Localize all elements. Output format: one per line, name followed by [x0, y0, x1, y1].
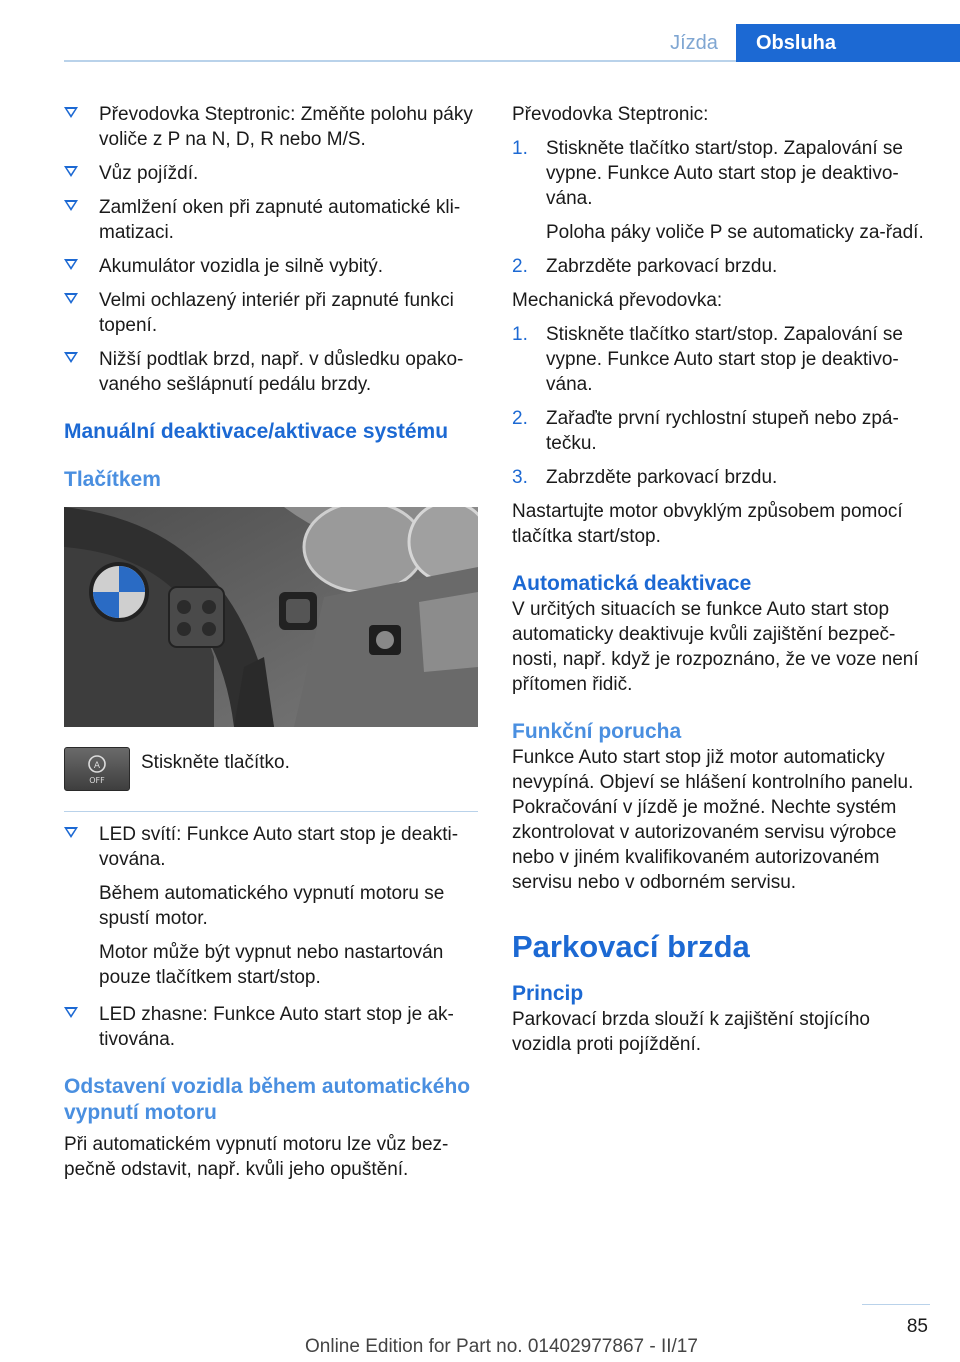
footer-rule: [862, 1304, 930, 1305]
bullet-triangle-icon: [64, 293, 78, 304]
auto-start-stop-glyph: [65, 748, 129, 790]
step-subtext: Poloha páky voliče P se automaticky za‐řadí.: [546, 222, 924, 243]
paragraph: Při automatickém vypnutí motoru lze vůz bez‐pečně odstavit, např. kvůli jeho opuštění.: [64, 1134, 449, 1180]
numbered-step: 3. Zabrzděte parkovací brzdu.: [512, 467, 778, 488]
dashboard-illustration: [64, 507, 478, 727]
left-column: [64, 102, 478, 1191]
list-item: Převodovka Steptronic: Změňte polohu páky voliče z P na N, D, R nebo M/S.: [64, 102, 478, 152]
paragraph: Funkce Auto start stop již motor automaticky nevypíná. Objeví se hlášení kontrolního panelu. Pokračování v jízdě je možné. Nechte systém zkontrolovat v autorizovaném servisu výrobce nebo v jiném kvalifikovaném autorizovaném servisu nebo v odborném servisu.: [512, 747, 914, 893]
paragraph: V určitých situacích se funkce Auto start stop automaticky deaktivuje kvůli zajištění bezpeč‐nosti, např. když je rozpoznáno, že ve voze není přítomen řidič.: [512, 599, 919, 695]
numbered-step: 2. Zabrzděte parkovací brzdu.: [512, 256, 778, 277]
label-steptronic: Převodovka Steptronic:: [512, 104, 709, 125]
heading-parking-brake: Parkovací brzda: [512, 929, 750, 964]
bullet-triangle-icon: [64, 1007, 78, 1018]
list-item: Nižší podtlak brzd, např. v důsledku opako‐vaného sešlápnutí pedálu brzdy.: [64, 347, 478, 397]
list-item: Vůz pojíždí.: [64, 161, 478, 186]
list-item: Zamlžení oken při zapnuté automatické kli‐matizaci.: [64, 195, 478, 245]
list-item: LED svítí: Funkce Auto start stop je deakti‐vována.: [64, 822, 478, 872]
list-item: LED zhasne: Funkce Auto start stop je ak‐tivována.: [64, 1002, 478, 1052]
bullet-triangle-icon: [64, 166, 78, 177]
button-caption: Stiskněte tlačítko.: [141, 752, 290, 773]
heading-parking-during-stop: Odstavení vozidla během automatického vypnutí motoru: [64, 1075, 471, 1124]
numbered-step: 1. Stiskněte tlačítko start/stop. Zapalování se vypne. Funkce Auto start stop je deaktivo‐vána.: [512, 138, 903, 209]
auto-start-stop-button-icon: [64, 747, 130, 791]
bullet-triangle-icon: [64, 827, 78, 838]
heading-malfunction: Funkční porucha: [512, 720, 682, 743]
numbered-step: 2. Zařaďte první rychlostní stupeň nebo zpá‐tečku.: [512, 408, 899, 454]
numbered-step: 1. Stiskněte tlačítko start/stop. Zapalování se vypne. Funkce Auto start stop je deaktivo‐vána.: [512, 324, 903, 395]
heading-principle: Princip: [512, 982, 584, 1005]
bullet-triangle-icon: [64, 259, 78, 270]
heading-manual-deactivation: Manuální deaktivace/aktivace systému: [64, 420, 449, 443]
svg-text:A: A: [93, 761, 101, 771]
paragraph: Nastartujte motor obvyklým způsobem pomocí tlačítka start/stop.: [512, 501, 903, 547]
list-subtext: Během automatického vypnutí motoru se spustí motor.: [99, 883, 445, 929]
tab-obsluha[interactable]: Obsluha: [736, 24, 960, 62]
heading-automatic-deactivation: Automatická deaktivace: [512, 572, 752, 595]
button-row: [64, 747, 478, 791]
off-label: OFF: [89, 776, 105, 785]
paragraph: Parkovací brzda slouží k zajištění stojícího vozidla proti pojíždění.: [512, 1009, 870, 1055]
page-number: 85: [906, 1316, 928, 1337]
edition-note: Online Edition for Part no. 01402977867 - II/17: [305, 1336, 698, 1357]
bullet-triangle-icon: [64, 200, 78, 211]
list-item: Akumulátor vozidla je silně vybitý.: [64, 254, 478, 279]
right-column: [512, 102, 932, 1066]
bullet-triangle-icon: [64, 107, 78, 118]
heading-by-button: Tlačítkem: [64, 468, 161, 491]
bullet-triangle-icon: [64, 352, 78, 363]
list-subtext: Motor může být vypnut nebo nastartován pouze tlačítkem start/stop.: [99, 942, 444, 988]
list-item: Velmi ochlazený interiér při zapnuté funkci topení.: [64, 288, 478, 338]
label-manual: Mechanická převodovka:: [512, 290, 723, 311]
dashboard-photo: [64, 507, 478, 727]
tab-jizda[interactable]: Jízda: [670, 32, 718, 54]
